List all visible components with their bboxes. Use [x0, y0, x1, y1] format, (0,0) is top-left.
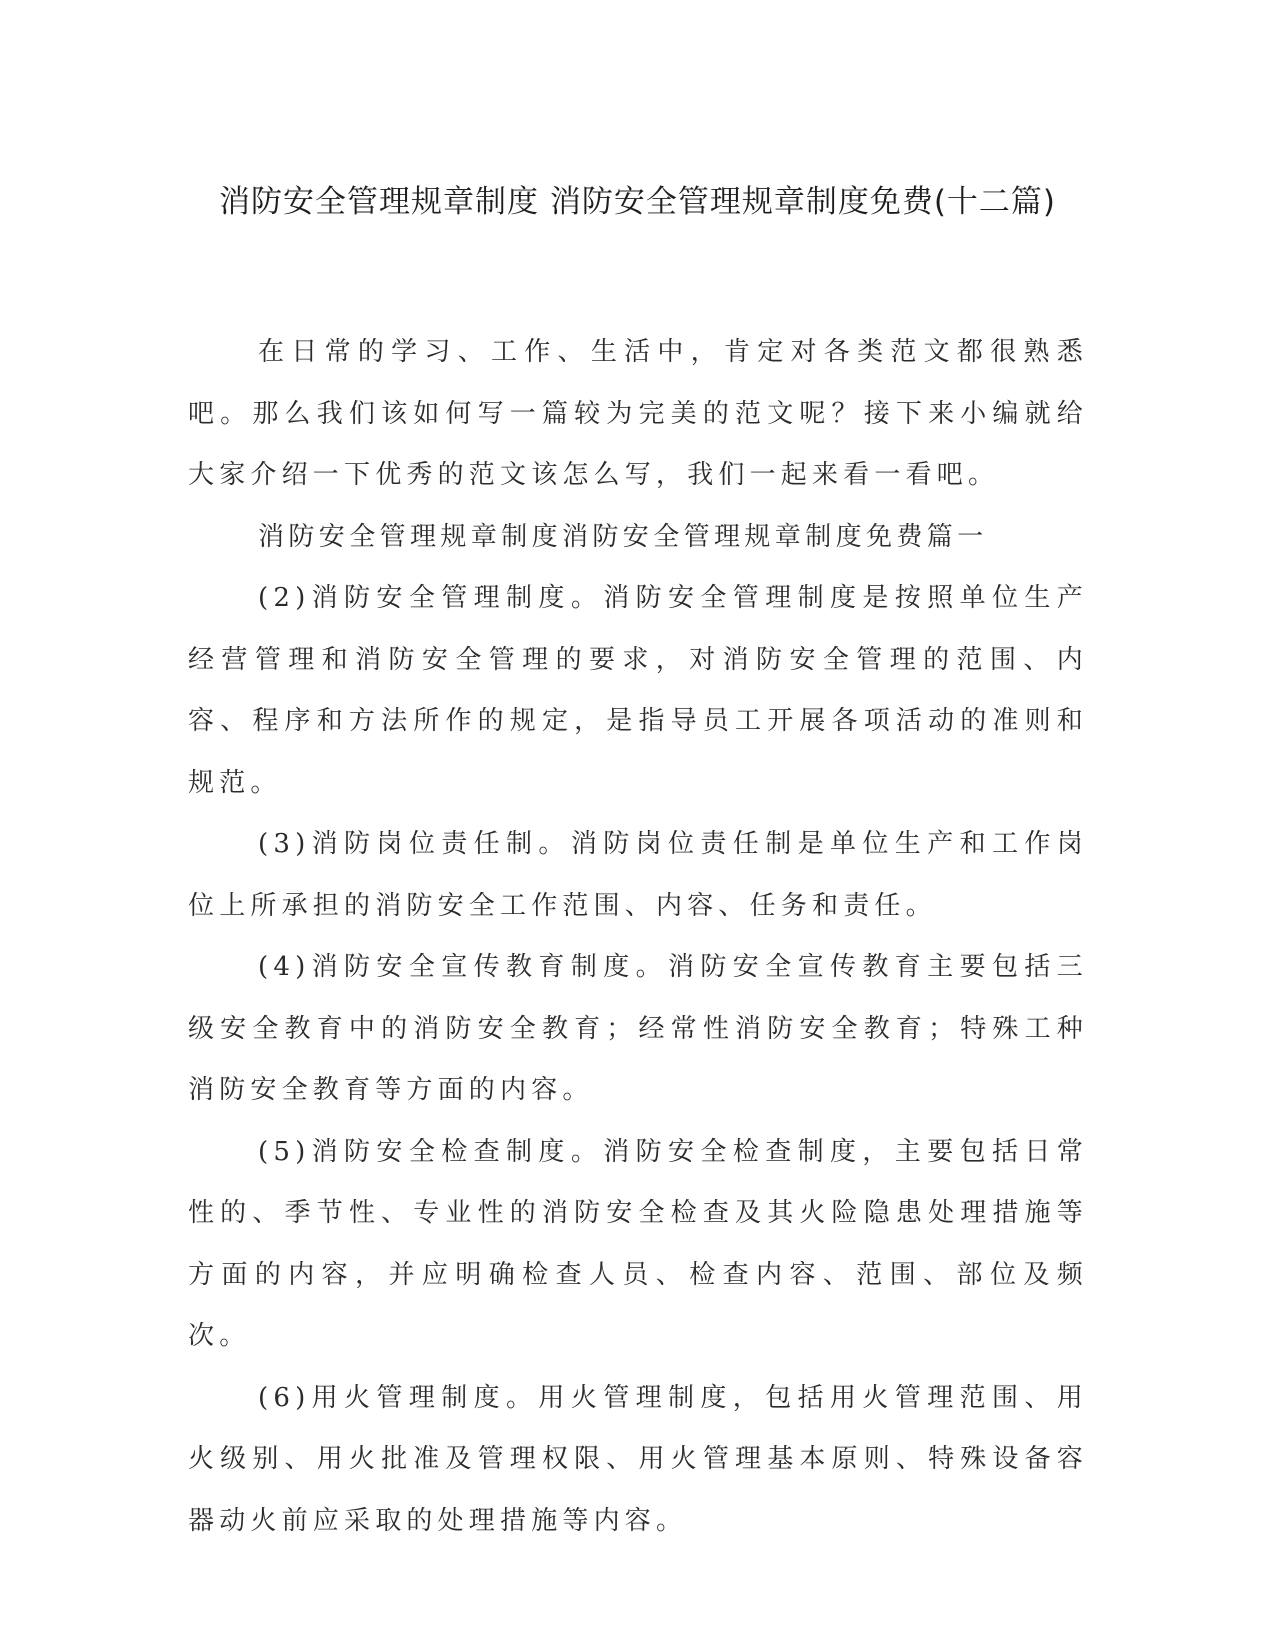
- paragraph-item-5: (5)消防安全检查制度。消防安全检查制度，主要包括日常性的、季节性、专业性的消防安全检查及其火险隐患处理措施等方面的内容，并应明确检查人员、检查内容、范围、部位及频次。: [188, 1136, 1088, 1351]
- intro-paragraph: 在日常的学习、工作、生活中，肯定对各类范文都很熟悉吧。那么我们该如何写一篇较为完美的范文呢？接下来小编就给大家介绍一下优秀的范文该怎么写，我们一起来看一看吧。: [188, 337, 1088, 490]
- paragraph-item-6: (6)用火管理制度。用火管理制度，包括用火管理范围、用火级别、用火批准及管理权限、用火管理基本原则、特殊设备容器动火前应采取的处理措施等内容。: [188, 1382, 1088, 1536]
- paragraph-item-3: (3)消防岗位责任制。消防岗位责任制是单位生产和工作岗位上所承担的消防安全工作范围、内容、任务和责任。: [188, 829, 1088, 921]
- document-title: 消防安全管理规章制度 消防安全管理规章制度免费(十二篇): [218, 184, 1057, 220]
- paragraph-item-4: (4)消防安全宣传教育制度。消防安全宣传教育主要包括三级安全教育中的消防安全教育；经常性消防安全教育；特殊工种消防安全教育等方面的内容。: [188, 952, 1088, 1105]
- paragraph-item-2: (2)消防安全管理制度。消防安全管理制度是按照单位生产经营管理和消防安全管理的要求，对消防安全管理的范围、内容、程序和方法所作的规定，是指导员工开展各项活动的准则和规范。: [188, 583, 1088, 798]
- section-heading: 消防安全管理规章制度消防安全管理规章制度免费篇一: [258, 521, 988, 552]
- document-body: [188, 322, 1088, 1552]
